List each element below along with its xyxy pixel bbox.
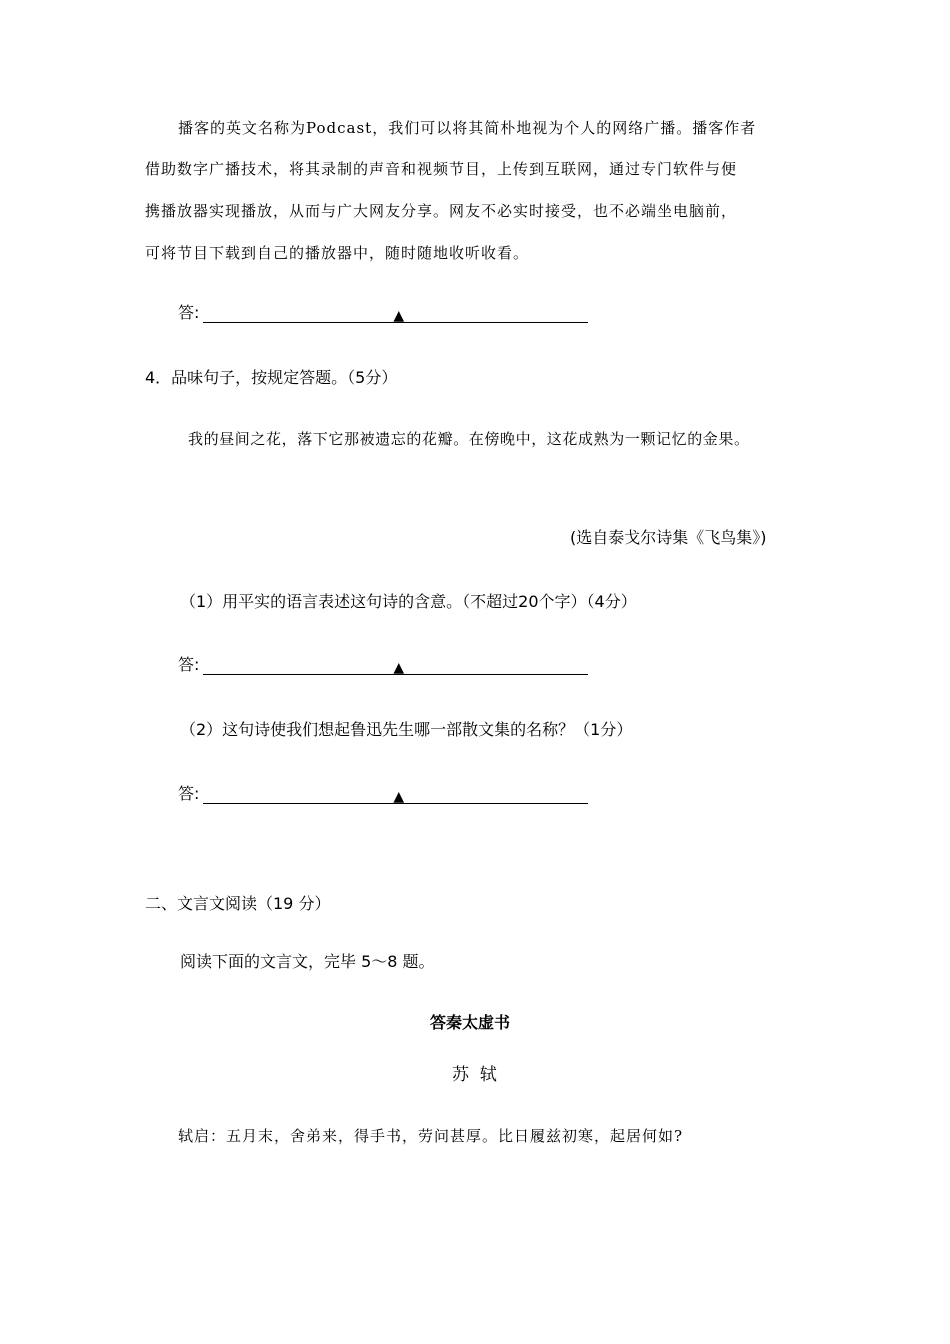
question-4-quote: 我的昼间之花，落下它那被遗忘的花瓣。在傍晚中，这花成熟为一颗记忆的金果。 xyxy=(188,430,750,448)
paragraph-line-3: 携播放器实现播放，从而与广大网友分享。网友不必实时接受，也不必端坐电脑前， xyxy=(145,202,738,220)
answer-label: 答: xyxy=(178,303,200,322)
article-title: 答秦太虚书 xyxy=(430,1013,511,1032)
section-2-title: 二、文言文阅读（19 分） xyxy=(145,894,331,913)
triangle-marker-icon: ▲ xyxy=(393,660,405,676)
triangle-marker-icon: ▲ xyxy=(393,308,405,324)
paragraph-line-2: 借助数字广播技术，将其录制的声音和视频节目，上传到互联网，通过专门软件与便 xyxy=(145,160,738,178)
paragraph-line-4: 可将节目下载到自己的播放器中，随时随地收听收看。 xyxy=(145,244,530,262)
question-4-sub1: （1）用平实的语言表述这句诗的含意。（不超过20个字）（4分） xyxy=(180,592,637,611)
quote-source: (选自泰戈尔诗集《飞鸟集》) xyxy=(570,528,767,547)
answer-label: 答: xyxy=(178,784,200,803)
answer-line[interactable] xyxy=(203,656,588,675)
question-4-title: 4．品味句子，按规定答题。（5分） xyxy=(145,368,398,387)
triangle-marker-icon: ▲ xyxy=(393,789,405,805)
paragraph-line-1: 播客的英文名称为Podcast，我们可以将其简朴地视为个人的网络广播。播客作者 xyxy=(178,119,757,137)
answer-label: 答: xyxy=(178,655,200,674)
answer-row-3 xyxy=(178,781,588,804)
answer-row-2 xyxy=(178,652,588,675)
answer-line[interactable] xyxy=(203,304,588,323)
answer-row-1 xyxy=(178,300,588,323)
section-2-instruction: 阅读下面的文言文，完毕 5～8 题。 xyxy=(180,952,435,971)
article-first-line: 轼启：五月末，舍弟来，得手书，劳问甚厚。比日履兹初寒，起居何如? xyxy=(178,1127,684,1145)
answer-line[interactable] xyxy=(203,785,588,804)
article-author: 苏 轼 xyxy=(452,1065,497,1085)
question-4-sub2: （2）这句诗使我们想起鲁迅先生哪一部散文集的名称？（1分） xyxy=(180,720,633,739)
